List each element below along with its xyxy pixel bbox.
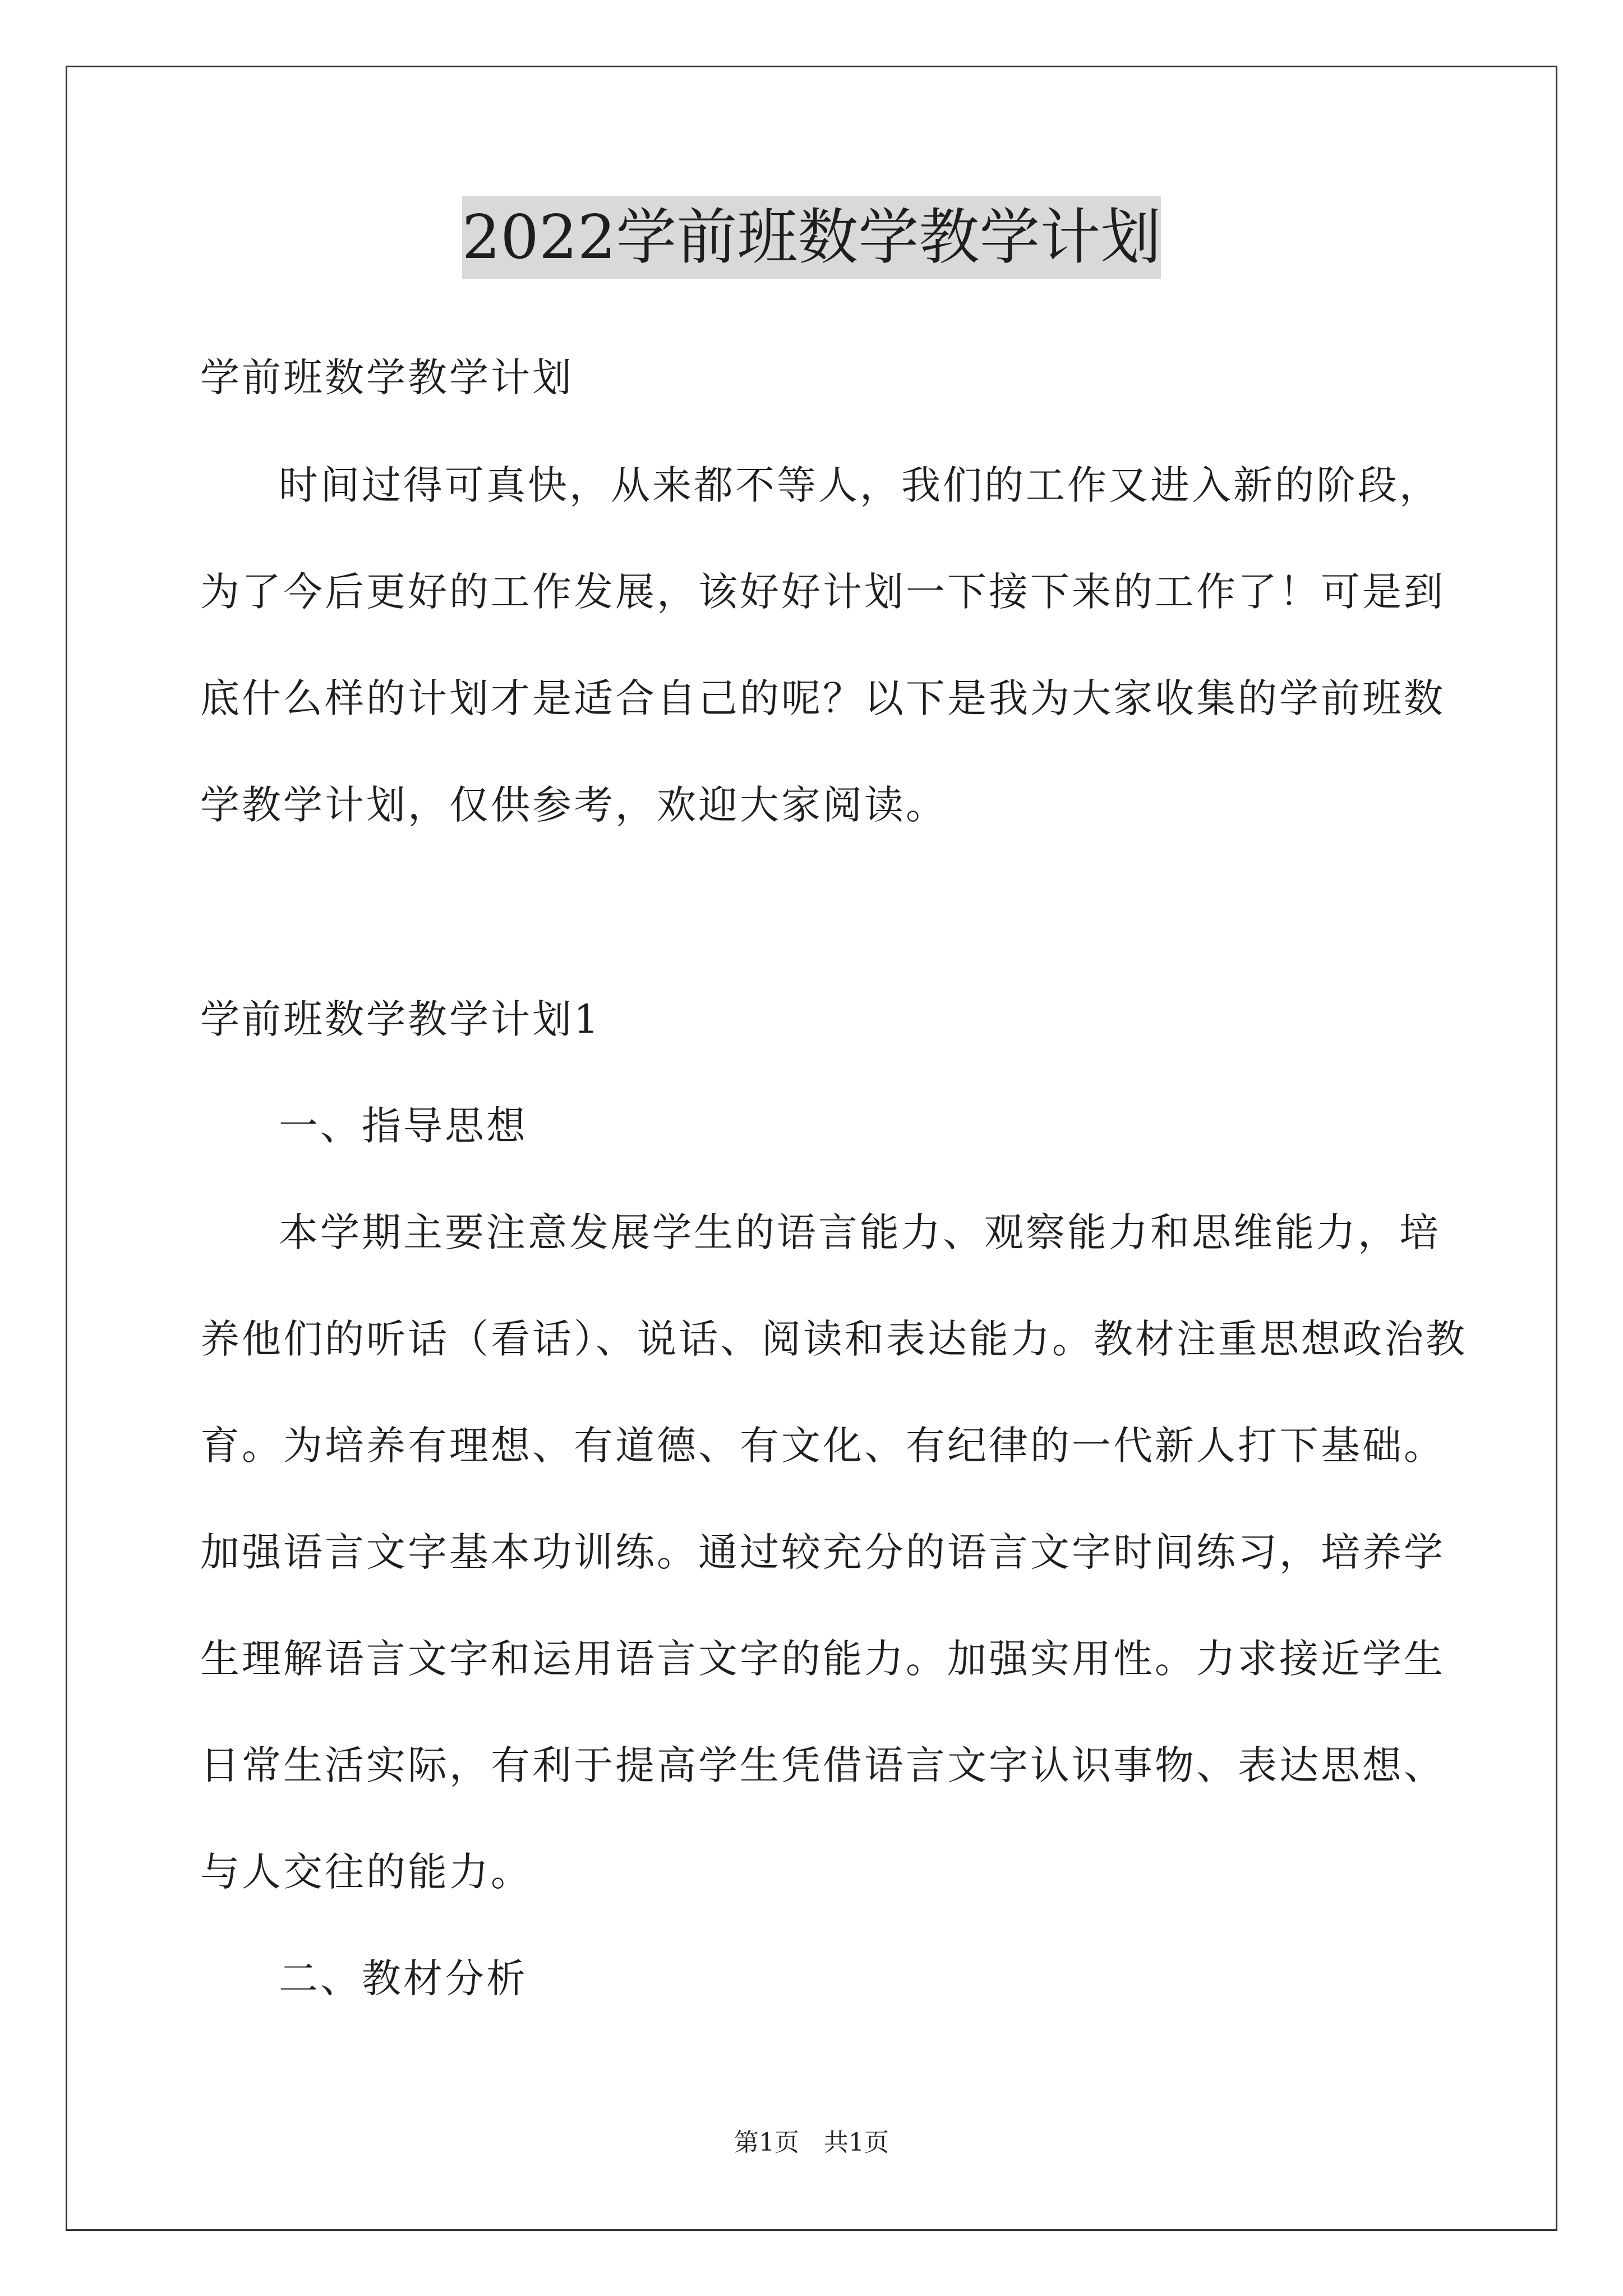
- page-footer: 第1页 共1页: [734, 2128, 889, 2157]
- document-title: 2022学前班数学教学计划: [462, 196, 1161, 279]
- paragraph-line: 本学期主要注意发展学生的语言能力、观察能力和思维能力，培: [279, 1209, 1441, 1255]
- section-heading: 学前班数学教学计划1: [200, 996, 601, 1042]
- paragraph-line: 养他们的听话（看话）、说话、阅读和表达能力。教材注重思想政治教: [200, 1316, 1467, 1362]
- paragraph-line: 时间过得可真快，从来都不等人，我们的工作又进入新的阶段，: [279, 462, 1441, 508]
- subsection-heading: 一、指导思想: [279, 1103, 528, 1149]
- paragraph-line: 加强语言文字基本功训练。通过较充分的语言文字时间练习，培养学: [200, 1529, 1445, 1575]
- paragraph-line: 生理解语言文字和运用语言文字的能力。加强实用性。力求接近学生: [200, 1636, 1445, 1682]
- paragraph-line: 学教学计划，仅供参考，欢迎大家阅读。: [200, 782, 947, 828]
- subsection-heading: 二、教材分析: [279, 1955, 528, 2001]
- title-container: [0, 196, 1623, 279]
- paragraph-line: 底什么样的计划才是适合自己的呢？以下是我为大家收集的学前班数: [200, 675, 1445, 721]
- subtitle-line: 学前班数学教学计划: [200, 355, 574, 401]
- paragraph-line: 与人交往的能力。: [200, 1849, 532, 1895]
- paragraph-line: 日常生活实际，有利于提高学生凭借语言文字认识事物、表达思想、: [200, 1742, 1445, 1788]
- paragraph-line: 育。为培养有理想、有道德、有文化、有纪律的一代新人打下基础。: [200, 1423, 1445, 1469]
- paragraph-line: 为了今后更好的工作发展，该好好计划一下接下来的工作了！可是到: [200, 569, 1445, 615]
